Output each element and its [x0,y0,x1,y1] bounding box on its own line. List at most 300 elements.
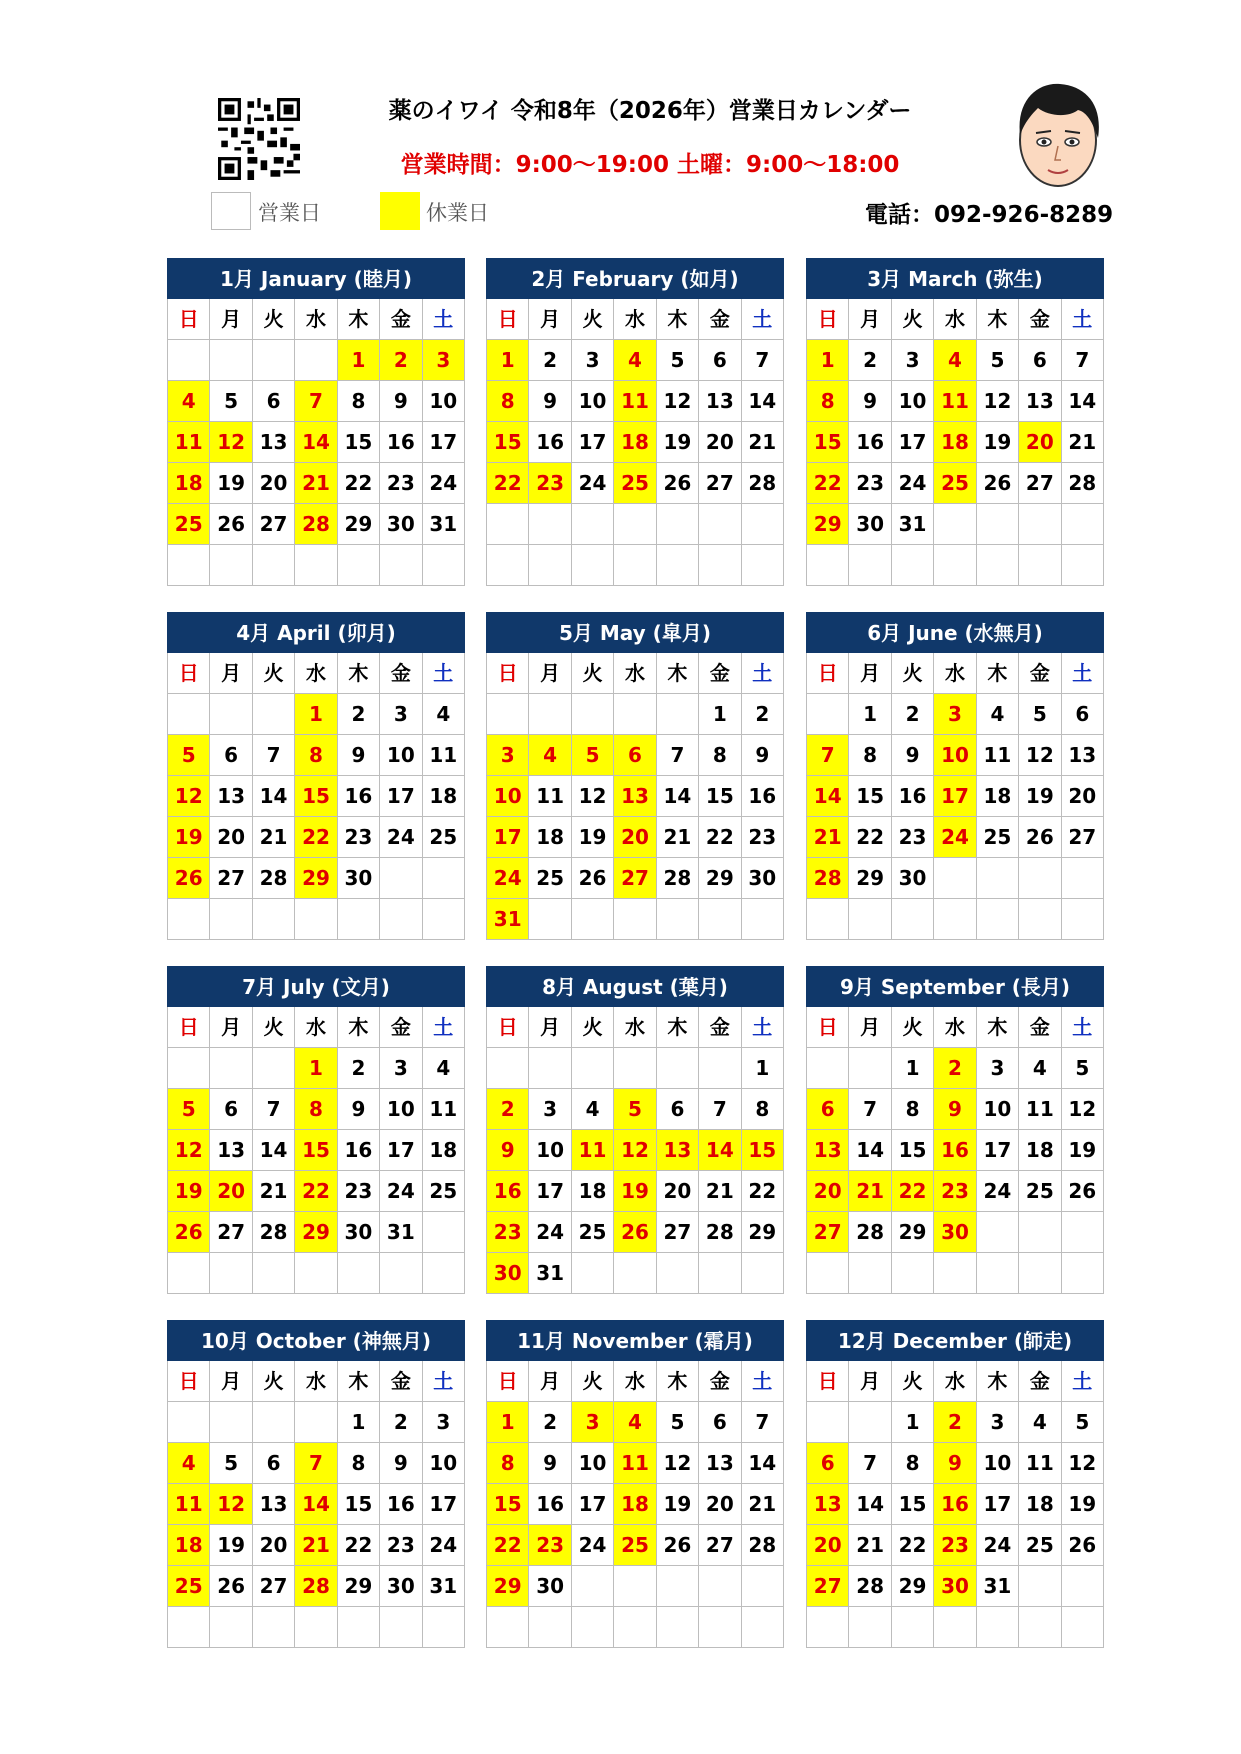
empty-cell [1062,1253,1104,1294]
month-days-grid [806,1007,1104,1294]
holiday-cell: 29 [295,1212,337,1253]
weekday-header: 土 [423,299,465,340]
day-cell: 1 [338,1402,380,1443]
day-cell: 2 [338,694,380,735]
holiday-cell: 17 [934,776,976,817]
day-cell: 9 [849,381,891,422]
empty-cell [934,1607,976,1648]
day-cell: 5 [977,340,1019,381]
holiday-cell: 15 [742,1130,784,1171]
empty-cell [934,858,976,899]
holiday-cell: 24 [934,817,976,858]
holiday-cell: 3 [487,735,529,776]
empty-cell [253,545,295,586]
empty-cell [572,694,614,735]
empty-cell [614,899,656,940]
weekday-header: 金 [380,299,422,340]
day-cell: 28 [849,1212,891,1253]
day-cell: 26 [657,1525,699,1566]
day-cell: 28 [742,463,784,504]
day-cell: 29 [892,1566,934,1607]
day-cell: 26 [657,463,699,504]
empty-cell [807,1048,849,1089]
day-cell: 31 [977,1566,1019,1607]
day-cell: 20 [253,1525,295,1566]
day-cell: 6 [253,381,295,422]
empty-cell [1062,899,1104,940]
day-cell: 10 [529,1130,571,1171]
holiday-cell: 27 [614,858,656,899]
empty-cell [572,1253,614,1294]
day-cell: 17 [380,1130,422,1171]
empty-cell [572,1607,614,1648]
holiday-cell: 31 [487,899,529,940]
holiday-cell: 23 [529,1525,571,1566]
empty-cell [487,1048,529,1089]
empty-cell [977,1212,1019,1253]
empty-cell [934,1253,976,1294]
holiday-cell: 20 [807,1525,849,1566]
weekday-header: 火 [572,1361,614,1402]
holiday-cell: 1 [807,340,849,381]
holiday-cell: 22 [295,817,337,858]
empty-cell [657,1253,699,1294]
empty-cell [807,1253,849,1294]
day-cell: 29 [849,858,891,899]
day-cell: 10 [572,381,614,422]
day-cell: 26 [1062,1525,1104,1566]
day-cell: 25 [423,817,465,858]
day-cell: 26 [210,504,252,545]
empty-cell [168,1253,210,1294]
weekday-header: 土 [1062,299,1104,340]
day-cell: 11 [1019,1089,1061,1130]
day-cell: 18 [977,776,1019,817]
holiday-cell: 22 [892,1171,934,1212]
day-cell: 23 [892,817,934,858]
empty-cell [699,1566,741,1607]
day-cell: 27 [210,1212,252,1253]
weekday-header: 木 [338,299,380,340]
empty-cell [295,899,337,940]
holiday-cell: 9 [934,1089,976,1130]
day-cell: 5 [210,381,252,422]
holiday-cell: 2 [487,1089,529,1130]
day-cell: 3 [423,1402,465,1443]
month-title: 8月 August (葉月) [486,966,784,1007]
day-cell: 17 [380,776,422,817]
empty-cell [614,1607,656,1648]
empty-cell [657,1048,699,1089]
weekday-header: 土 [1062,1007,1104,1048]
month-title: 11月 November (霜月) [486,1320,784,1361]
day-cell: 24 [572,1525,614,1566]
day-cell: 9 [380,1443,422,1484]
empty-cell [572,504,614,545]
weekday-header: 日 [168,1007,210,1048]
holiday-cell: 22 [807,463,849,504]
weekday-header: 日 [807,1361,849,1402]
empty-cell [295,340,337,381]
day-cell: 22 [742,1171,784,1212]
holiday-cell: 4 [168,381,210,422]
empty-cell [977,858,1019,899]
day-cell: 18 [423,1130,465,1171]
holiday-cell: 18 [614,422,656,463]
holiday-cell: 23 [487,1212,529,1253]
weekday-header: 日 [487,653,529,694]
day-cell: 2 [529,1402,571,1443]
empty-cell [423,899,465,940]
holiday-cell: 1 [295,1048,337,1089]
empty-cell [423,545,465,586]
day-cell: 30 [338,1212,380,1253]
holiday-cell: 19 [168,1171,210,1212]
day-cell: 10 [892,381,934,422]
holiday-cell: 29 [487,1566,529,1607]
day-cell: 11 [977,735,1019,776]
empty-cell [892,545,934,586]
day-cell: 5 [657,340,699,381]
weekday-header: 土 [423,1007,465,1048]
weekday-header: 日 [168,653,210,694]
holiday-cell: 5 [168,735,210,776]
holiday-cell: 11 [614,381,656,422]
empty-cell [614,694,656,735]
holiday-cell: 5 [168,1089,210,1130]
holiday-cell: 14 [699,1130,741,1171]
month-title: 3月 March (弥生) [806,258,1104,299]
empty-cell [380,899,422,940]
weekday-header: 月 [529,1007,571,1048]
holiday-cell: 14 [295,422,337,463]
weekday-header: 火 [253,1361,295,1402]
day-cell: 27 [1019,463,1061,504]
empty-cell [253,1048,295,1089]
weekday-header: 日 [807,653,849,694]
holiday-cell: 29 [295,858,337,899]
empty-cell [487,504,529,545]
day-cell: 31 [423,504,465,545]
day-cell: 11 [423,735,465,776]
holiday-cell: 7 [807,735,849,776]
day-cell: 4 [572,1089,614,1130]
day-cell: 24 [380,1171,422,1212]
empty-cell [380,1253,422,1294]
weekday-header: 金 [1019,1361,1061,1402]
empty-cell [210,694,252,735]
holiday-cell: 17 [487,817,529,858]
legend-business-day-swatch [211,192,251,230]
empty-cell [295,1402,337,1443]
weekday-header: 火 [253,1007,295,1048]
day-cell: 18 [1019,1130,1061,1171]
day-cell: 15 [699,776,741,817]
holiday-cell: 21 [849,1171,891,1212]
day-cell: 9 [380,381,422,422]
day-cell: 14 [657,776,699,817]
holiday-cell: 20 [210,1171,252,1212]
holiday-cell: 21 [295,1525,337,1566]
day-cell: 29 [892,1212,934,1253]
weekday-header: 水 [934,1007,976,1048]
weekday-header: 木 [657,1007,699,1048]
holiday-cell: 19 [168,817,210,858]
day-cell: 28 [699,1212,741,1253]
weekday-header: 木 [657,1361,699,1402]
weekday-header: 月 [529,653,571,694]
day-cell: 13 [210,1130,252,1171]
weekday-header: 木 [977,653,1019,694]
empty-cell [253,1607,295,1648]
weekday-header: 日 [807,299,849,340]
weekday-header: 金 [380,1007,422,1048]
holiday-cell: 28 [295,504,337,545]
day-cell: 28 [253,858,295,899]
day-cell: 21 [253,1171,295,1212]
holiday-cell: 28 [295,1566,337,1607]
month-table [806,612,1104,940]
holiday-cell: 2 [934,1048,976,1089]
weekday-header: 水 [295,1007,337,1048]
holiday-cell: 3 [572,1402,614,1443]
holiday-cell: 16 [934,1484,976,1525]
empty-cell [699,1607,741,1648]
weekday-header: 火 [253,653,295,694]
empty-cell [168,545,210,586]
empty-cell [807,1402,849,1443]
day-cell: 13 [699,381,741,422]
empty-cell [168,1048,210,1089]
weekday-header: 日 [487,1007,529,1048]
weekday-header: 火 [572,653,614,694]
holiday-cell: 18 [168,463,210,504]
empty-cell [892,1253,934,1294]
day-cell: 17 [977,1484,1019,1525]
empty-cell [295,545,337,586]
day-cell: 1 [892,1048,934,1089]
empty-cell [807,899,849,940]
month-title: 12月 December (師走) [806,1320,1104,1361]
empty-cell [742,899,784,940]
day-cell: 6 [1062,694,1104,735]
empty-cell [1062,858,1104,899]
day-cell: 2 [338,1048,380,1089]
month-days-grid [486,653,784,940]
day-cell: 15 [338,422,380,463]
weekday-header: 月 [849,653,891,694]
empty-cell [1019,1253,1061,1294]
holiday-cell: 15 [295,776,337,817]
day-cell: 21 [657,817,699,858]
empty-cell [210,899,252,940]
holiday-cell: 16 [487,1171,529,1212]
weekday-header: 火 [572,1007,614,1048]
day-cell: 7 [253,735,295,776]
holiday-cell: 25 [614,1525,656,1566]
day-cell: 28 [1062,463,1104,504]
day-cell: 14 [849,1130,891,1171]
day-cell: 30 [849,504,891,545]
empty-cell [210,1607,252,1648]
empty-cell [699,1253,741,1294]
holiday-cell: 30 [487,1253,529,1294]
empty-cell [742,504,784,545]
holiday-cell: 8 [487,381,529,422]
weekday-header: 月 [210,1361,252,1402]
holiday-cell: 13 [657,1130,699,1171]
holiday-cell: 6 [614,735,656,776]
day-cell: 30 [529,1566,571,1607]
day-cell: 10 [423,381,465,422]
empty-cell [699,504,741,545]
day-cell: 13 [1019,381,1061,422]
weekday-header: 金 [699,653,741,694]
month-days-grid [806,299,1104,586]
empty-cell [253,694,295,735]
weekday-header: 土 [742,299,784,340]
empty-cell [699,545,741,586]
day-cell: 24 [423,1525,465,1566]
empty-cell [849,1253,891,1294]
holiday-cell: 30 [934,1212,976,1253]
empty-cell [295,1253,337,1294]
holiday-cell: 22 [487,1525,529,1566]
holiday-cell: 1 [487,340,529,381]
holiday-cell: 8 [487,1443,529,1484]
weekday-header: 火 [253,299,295,340]
day-cell: 31 [380,1212,422,1253]
day-cell: 21 [742,422,784,463]
empty-cell [380,858,422,899]
holiday-cell: 25 [934,463,976,504]
day-cell: 2 [380,1402,422,1443]
empty-cell [1019,1566,1061,1607]
day-cell: 27 [253,504,295,545]
month-table [486,1320,784,1648]
month-days-grid [167,1007,465,1294]
holiday-cell: 20 [614,817,656,858]
month-table [486,612,784,940]
day-cell: 23 [380,1525,422,1566]
holiday-cell: 5 [572,735,614,776]
day-cell: 22 [892,1525,934,1566]
day-cell: 1 [742,1048,784,1089]
weekday-header: 日 [807,1007,849,1048]
holiday-cell: 18 [168,1525,210,1566]
day-cell: 20 [657,1171,699,1212]
weekday-header: 水 [295,1361,337,1402]
day-cell: 29 [699,858,741,899]
day-cell: 25 [1019,1525,1061,1566]
empty-cell [742,1607,784,1648]
empty-cell [529,545,571,586]
day-cell: 19 [657,422,699,463]
day-cell: 30 [742,858,784,899]
day-cell: 19 [1062,1130,1104,1171]
weekday-header: 水 [934,1361,976,1402]
weekday-header: 月 [529,1361,571,1402]
day-cell: 3 [977,1402,1019,1443]
holiday-cell: 11 [934,381,976,422]
holiday-cell: 1 [295,694,337,735]
day-cell: 12 [977,381,1019,422]
holiday-cell: 4 [614,340,656,381]
day-cell: 23 [338,1171,380,1212]
weekday-header: 土 [1062,1361,1104,1402]
day-cell: 25 [977,817,1019,858]
weekday-header: 火 [572,299,614,340]
day-cell: 18 [572,1171,614,1212]
holiday-cell: 3 [934,694,976,735]
day-cell: 12 [657,1443,699,1484]
day-cell: 26 [1062,1171,1104,1212]
day-cell: 24 [572,463,614,504]
empty-cell [253,1402,295,1443]
holiday-cell: 18 [934,422,976,463]
day-cell: 10 [977,1089,1019,1130]
holiday-cell: 15 [487,1484,529,1525]
holiday-cell: 7 [295,1443,337,1484]
day-cell: 21 [742,1484,784,1525]
day-cell: 20 [253,463,295,504]
holiday-cell: 15 [487,422,529,463]
day-cell: 7 [849,1089,891,1130]
month-table [167,612,465,940]
empty-cell [849,1607,891,1648]
day-cell: 11 [1019,1443,1061,1484]
empty-cell [977,545,1019,586]
day-cell: 22 [338,463,380,504]
holiday-cell: 11 [168,1484,210,1525]
day-cell: 24 [977,1171,1019,1212]
empty-cell [572,545,614,586]
holiday-cell: 14 [295,1484,337,1525]
day-cell: 25 [1019,1171,1061,1212]
empty-cell [614,1048,656,1089]
empty-cell [892,899,934,940]
empty-cell [380,545,422,586]
weekday-header: 火 [892,1361,934,1402]
month-title: 6月 June (水無月) [806,612,1104,653]
day-cell: 1 [892,1402,934,1443]
day-cell: 10 [977,1443,1019,1484]
holiday-cell: 1 [338,340,380,381]
day-cell: 3 [380,1048,422,1089]
day-cell: 19 [1019,776,1061,817]
empty-cell [487,1607,529,1648]
day-cell: 4 [423,1048,465,1089]
month-table [167,966,465,1294]
month-title: 2月 February (如月) [486,258,784,299]
day-cell: 17 [529,1171,571,1212]
empty-cell [423,858,465,899]
day-cell: 20 [699,422,741,463]
weekday-header: 火 [892,1007,934,1048]
day-cell: 11 [423,1089,465,1130]
month-table [167,1320,465,1648]
holiday-cell: 13 [807,1130,849,1171]
holiday-cell: 12 [210,1484,252,1525]
day-cell: 27 [253,1566,295,1607]
day-cell: 2 [742,694,784,735]
day-cell: 17 [423,1484,465,1525]
empty-cell [1019,545,1061,586]
day-cell: 19 [1062,1484,1104,1525]
day-cell: 22 [338,1525,380,1566]
empty-cell [572,899,614,940]
empty-cell [657,504,699,545]
